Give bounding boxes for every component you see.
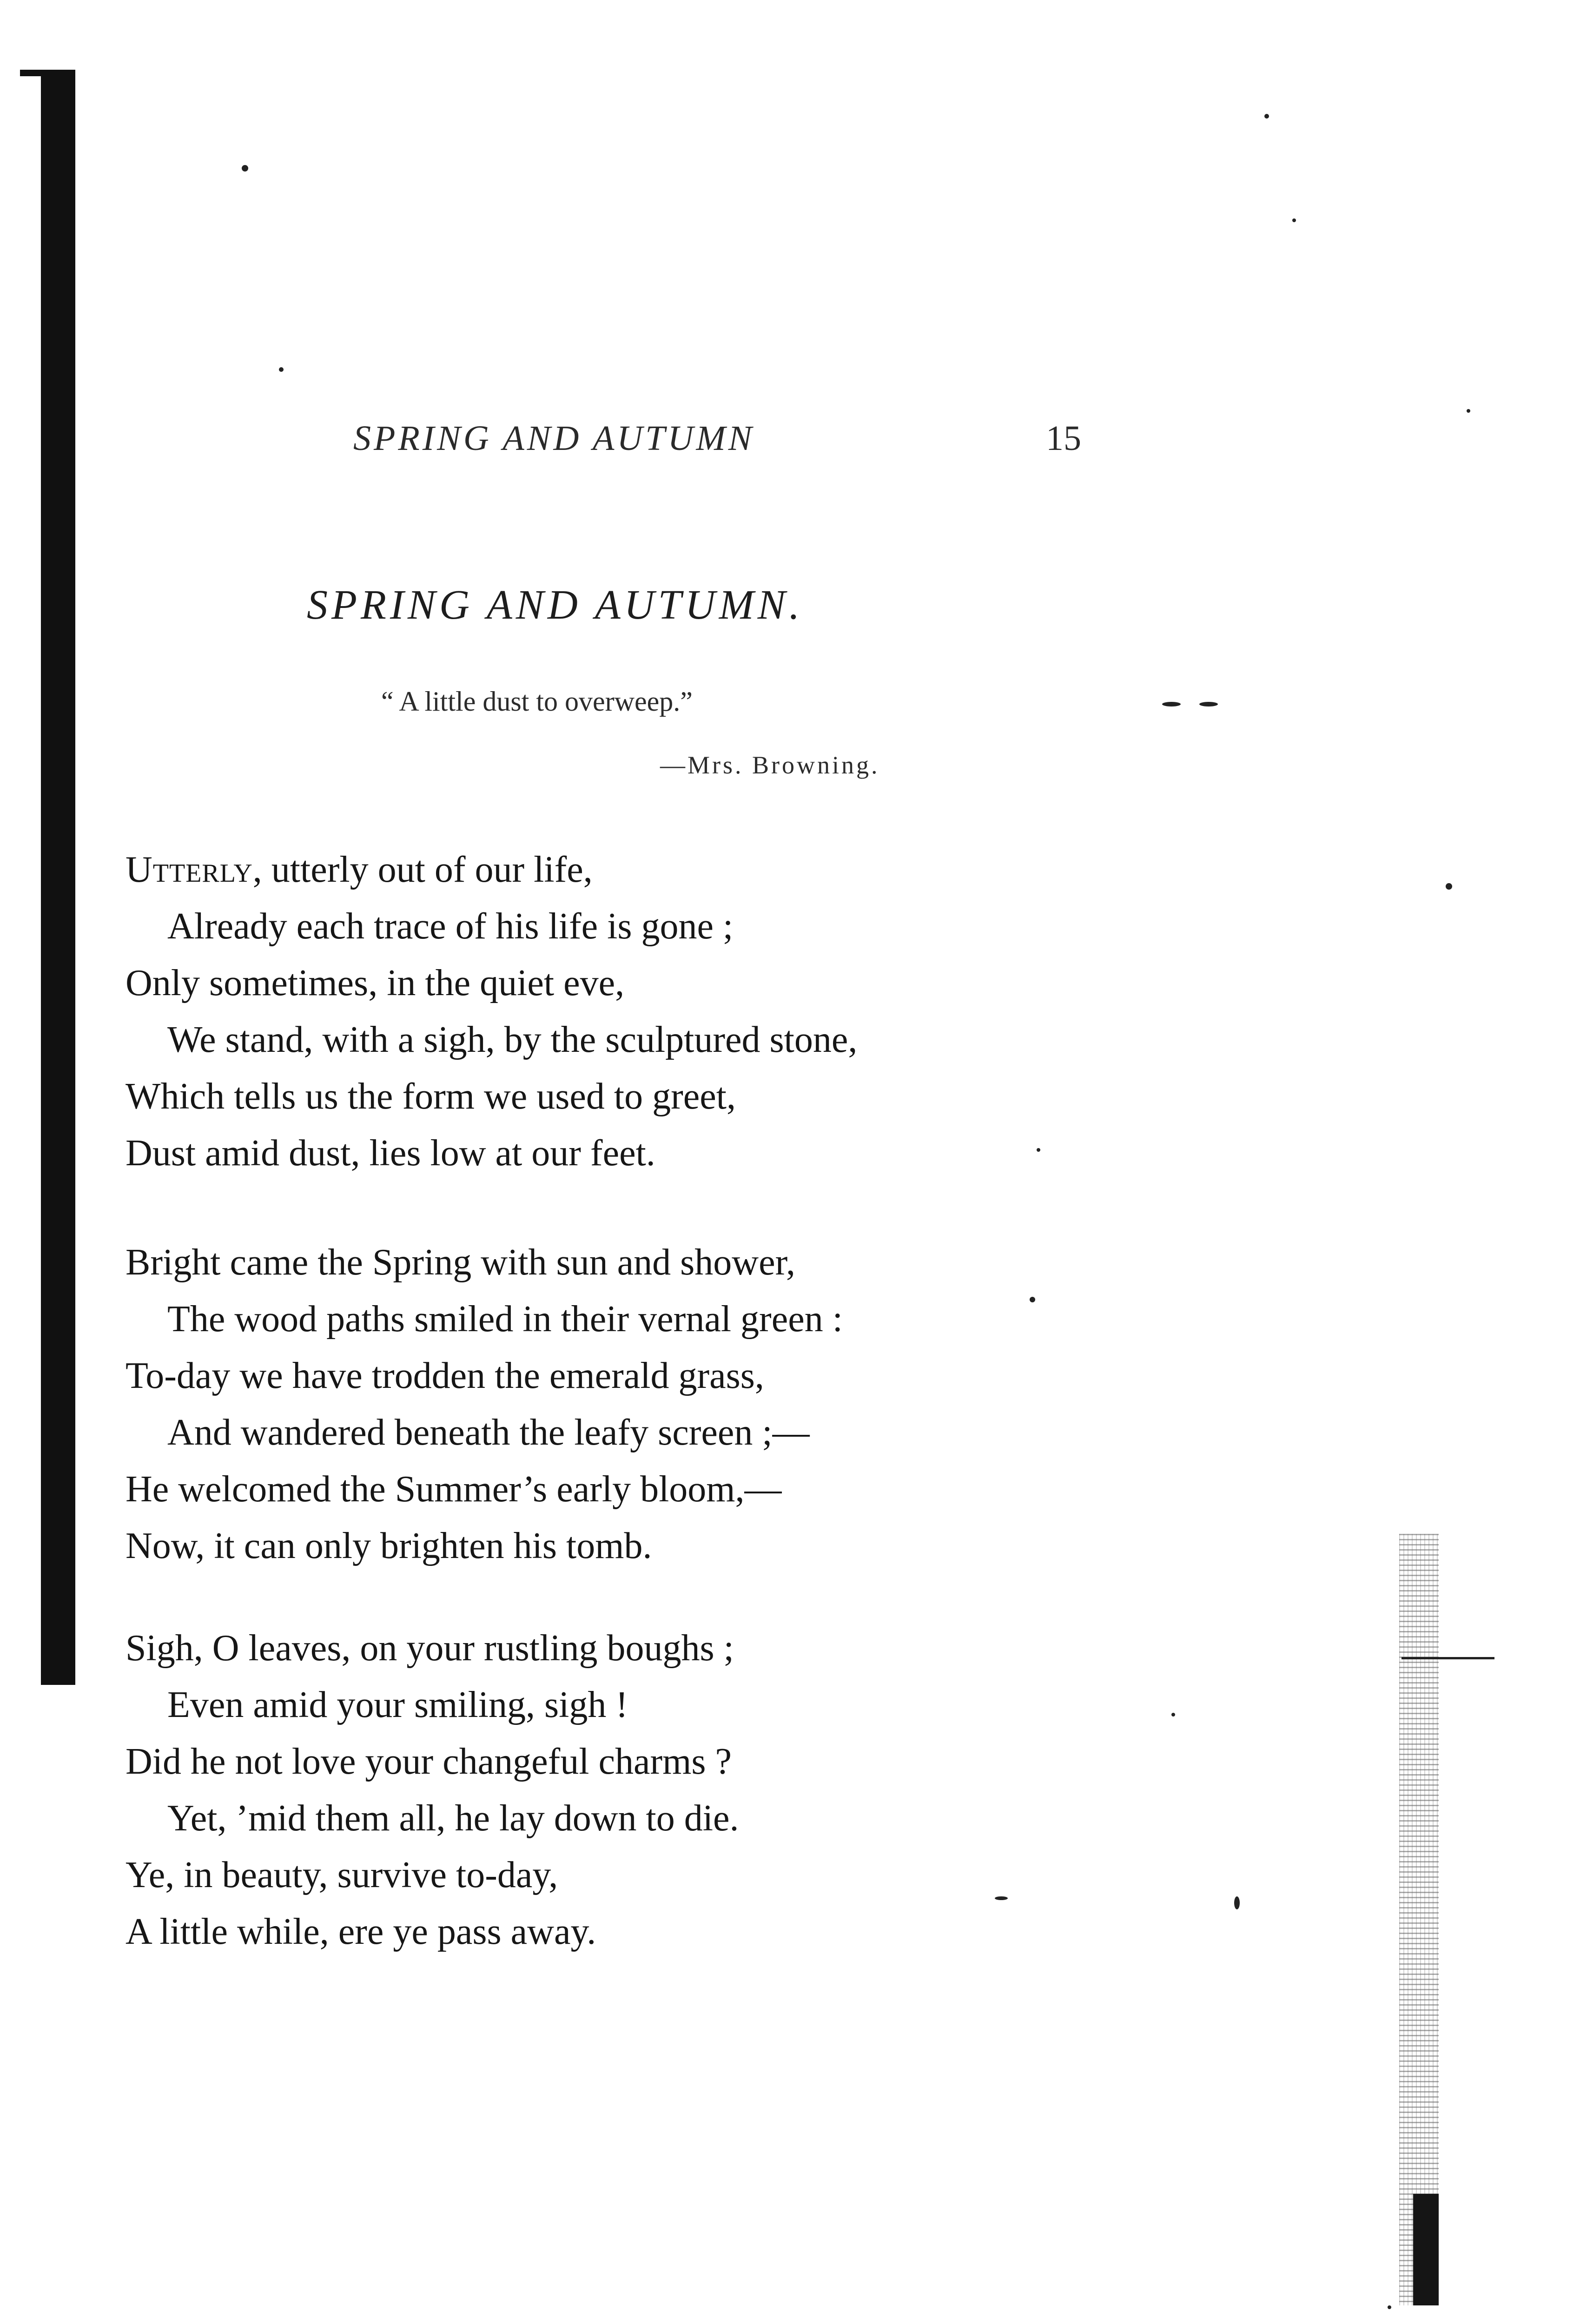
print-speck [1199, 702, 1218, 706]
edge-rule-mark [1402, 1657, 1494, 1659]
print-speck [1037, 1148, 1040, 1152]
page-edge-bar [1413, 2194, 1439, 2305]
poem-line [126, 841, 857, 898]
poem-line: Even amid your smiling, sigh ! [167, 1684, 628, 1725]
poem-line: A little while, ere ye pass away. [126, 1911, 596, 1952]
poem-line-lead: Utterly [126, 849, 253, 890]
print-speck [1162, 702, 1181, 706]
page-edge-noise [1399, 1534, 1439, 2305]
print-speck [1292, 218, 1296, 222]
print-speck [1234, 1896, 1240, 1909]
poem-line: Bright came the Spring with sun and shower, [126, 1242, 796, 1283]
running-head-title: SPRING AND AUTUMN [353, 419, 755, 458]
stanza-2 [126, 1234, 843, 1574]
poem-line: The wood paths smiled in their vernal green : [167, 1299, 843, 1340]
stanza-1 [126, 841, 857, 1182]
page-number: 15 [1046, 419, 1081, 458]
poem-line: Already each trace of his life is gone ; [167, 906, 734, 947]
poem-line: He welcomed the Summer’s early bloom,— [126, 1469, 782, 1510]
poem-line: Dust amid dust, lies low at our feet. [126, 1133, 655, 1174]
stanza-3 [126, 1620, 739, 1960]
poem-line: Did he not love your changeful charms ? [126, 1741, 732, 1782]
print-speck [1446, 883, 1452, 890]
poem-line: Sigh, O leaves, on your rustling boughs ; [126, 1628, 734, 1669]
print-speck [242, 165, 248, 172]
poem-title: SPRING AND AUTUMN. [307, 582, 804, 628]
print-speck [279, 367, 284, 372]
poem-line-text: , utterly out of our life, [252, 849, 593, 890]
print-speck [1388, 2305, 1391, 2309]
poem-line: Yet, ’mid them all, he lay down to die. [167, 1798, 739, 1839]
epigraph-attribution: —Mrs. Browning. [660, 751, 880, 779]
poem-line: Which tells us the form we used to greet, [126, 1076, 736, 1117]
poem-line: And wandered beneath the leafy screen ;— [167, 1412, 810, 1453]
print-speck [1264, 114, 1269, 119]
poem-line: Only sometimes, in the quiet eve, [126, 963, 625, 1004]
poem-line: Now, it can only brighten his tomb. [126, 1525, 652, 1566]
binding-shadow [41, 70, 75, 1685]
print-speck [1467, 409, 1470, 413]
print-speck [1030, 1297, 1035, 1302]
poem-line: We stand, with a sigh, by the sculptured stone, [167, 1019, 858, 1060]
epigraph: “ A little dust to overweep.” [381, 686, 693, 717]
print-speck [1171, 1713, 1175, 1717]
print-speck [995, 1896, 1008, 1900]
poem-line: To-day we have trodden the emerald grass, [126, 1355, 764, 1396]
poem-line: Ye, in beauty, survive to-day, [126, 1855, 558, 1895]
